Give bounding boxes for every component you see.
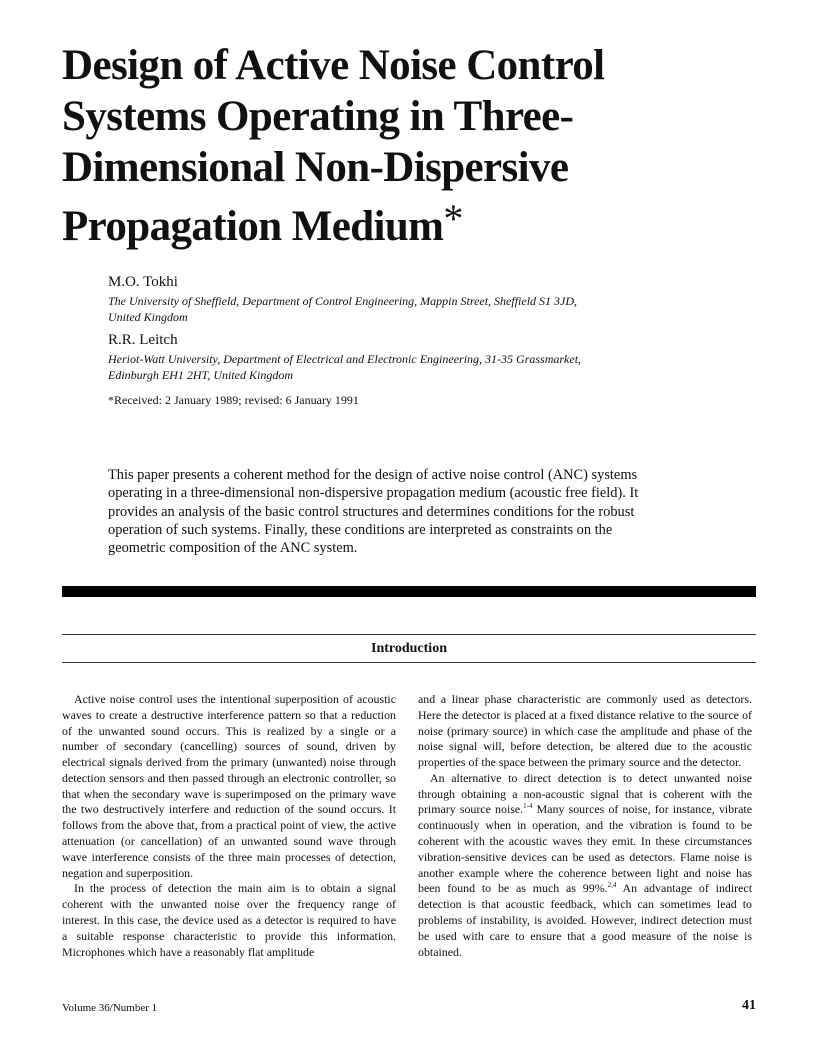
title-line-4: Propagation Medium — [62, 203, 444, 250]
author-block-2 — [108, 331, 708, 383]
section-rule-top — [62, 634, 756, 635]
received-dates: *Received: 2 January 1989; revised: 6 January 1991 — [108, 393, 359, 407]
citation-superscript: 2,4 — [607, 881, 617, 890]
section-divider-thick — [62, 586, 756, 597]
author-affiliation-city: Edinburgh EH1 2HT, United Kingdom — [108, 368, 293, 382]
title-line-3: Dimensional Non-Dispersive — [62, 144, 569, 191]
abstract-line: provides an analysis of the basic control structures and determines conditions for the robust — [108, 503, 635, 520]
journal-volume: Volume 36/Number 1 — [62, 1002, 158, 1014]
author-affiliation: Heriot-Watt University, Department of Electrical and Electronic Engineering, 31-35 Grassmarket, — [108, 352, 582, 366]
abstract-line: This paper presents a coherent method for the design of active noise control (ANC) systems — [108, 467, 638, 483]
citation-superscript: 1-4 — [523, 802, 533, 811]
title-line-1: Design of Active Noise Control — [62, 42, 605, 89]
author-name: R.R. Leitch — [108, 332, 178, 348]
author-affiliation: The University of Sheffield, Department of Control Engineering, Mappin Street, Sheffield S1 3JD, — [108, 294, 578, 308]
section-rule-bottom — [62, 662, 756, 663]
paragraph-text: Many sources of noise, for instance, vibrate continuously when in operation, and the vibration is found to be coherent with the acoustic waves they emit. In these circumstances vibration-sensitive devices can be used as detectors. Flame noise is another example where the coherence between light and noise has been found to be as much as 99%. — [418, 802, 752, 896]
author-block-1 — [108, 273, 708, 325]
title-footnote-mark: * — [443, 196, 463, 241]
body-column-right — [418, 692, 752, 960]
body-column-left — [62, 692, 396, 960]
abstract-line: geometric composition of the ANC system. — [108, 540, 358, 557]
paragraph-text: An alternative to direct detection is to detect unwanted noise through obtaining a non-acoustic signal that is coherent with the primary source noise. — [418, 770, 752, 817]
paragraph: and a linear phase characteristic are commonly used as detectors. Here the detector is placed at a fixed distance relative to the source of noise (primary source) in which case the amplitude and phase of the noise signal will, before detection, be altered due to the acoustic properties of the space between the primary source and the detector. — [418, 692, 752, 770]
paper-title — [62, 40, 662, 252]
paragraph-text: An advantage of indirect detection is that acoustic feedback, which can sometimes lead to problems of instability, is avoided. However, indirect detection must be used with care to ensure that a good measure of the noise is obtained. — [418, 881, 752, 959]
abstract-line: operation of such systems. Finally, these conditions are interpreted as constraints on the — [108, 521, 613, 538]
author-name: M.O. Tokhi — [108, 274, 178, 290]
paragraph: In the process of detection the main aim is to obtain a signal coherent with the unwanted noise over the frequency range of interest. In this case, the device used as a detector is required to have a suitable response characteristic to provide this information. Microphones which have a reasonably flat amplitude — [62, 881, 396, 959]
abstract — [108, 466, 720, 557]
paragraph — [418, 771, 752, 960]
abstract-line: operating in a three-dimensional non-dispersive propagation medium (acoustic free field). It — [108, 485, 639, 502]
section-heading: Introduction — [371, 641, 447, 656]
page-number: 41 — [742, 998, 756, 1013]
paragraph: Active noise control uses the intentional superposition of acoustic waves to create a destructive interference pattern so that a reduction of the unwanted sound occurs. This is realized by a single or a number of secondary (cancelling) sources of sound, driven by electrical signals derived from the primary (unwanted) noise through detection sensors and then passed through an electronic controller, so that when the secondary wave is superimposed on the primary wave the two destructively interfere and reduction of the sound occurs. It follows from the above that, from a practical point of view, the active attenuation (or cancellation) of an unwanted sound wave through wave interference consists of the three main processes of detection, negation and superposition. — [62, 692, 396, 880]
title-line-2: Systems Operating in Three- — [62, 93, 574, 140]
author-affiliation-country: United Kingdom — [108, 310, 188, 324]
